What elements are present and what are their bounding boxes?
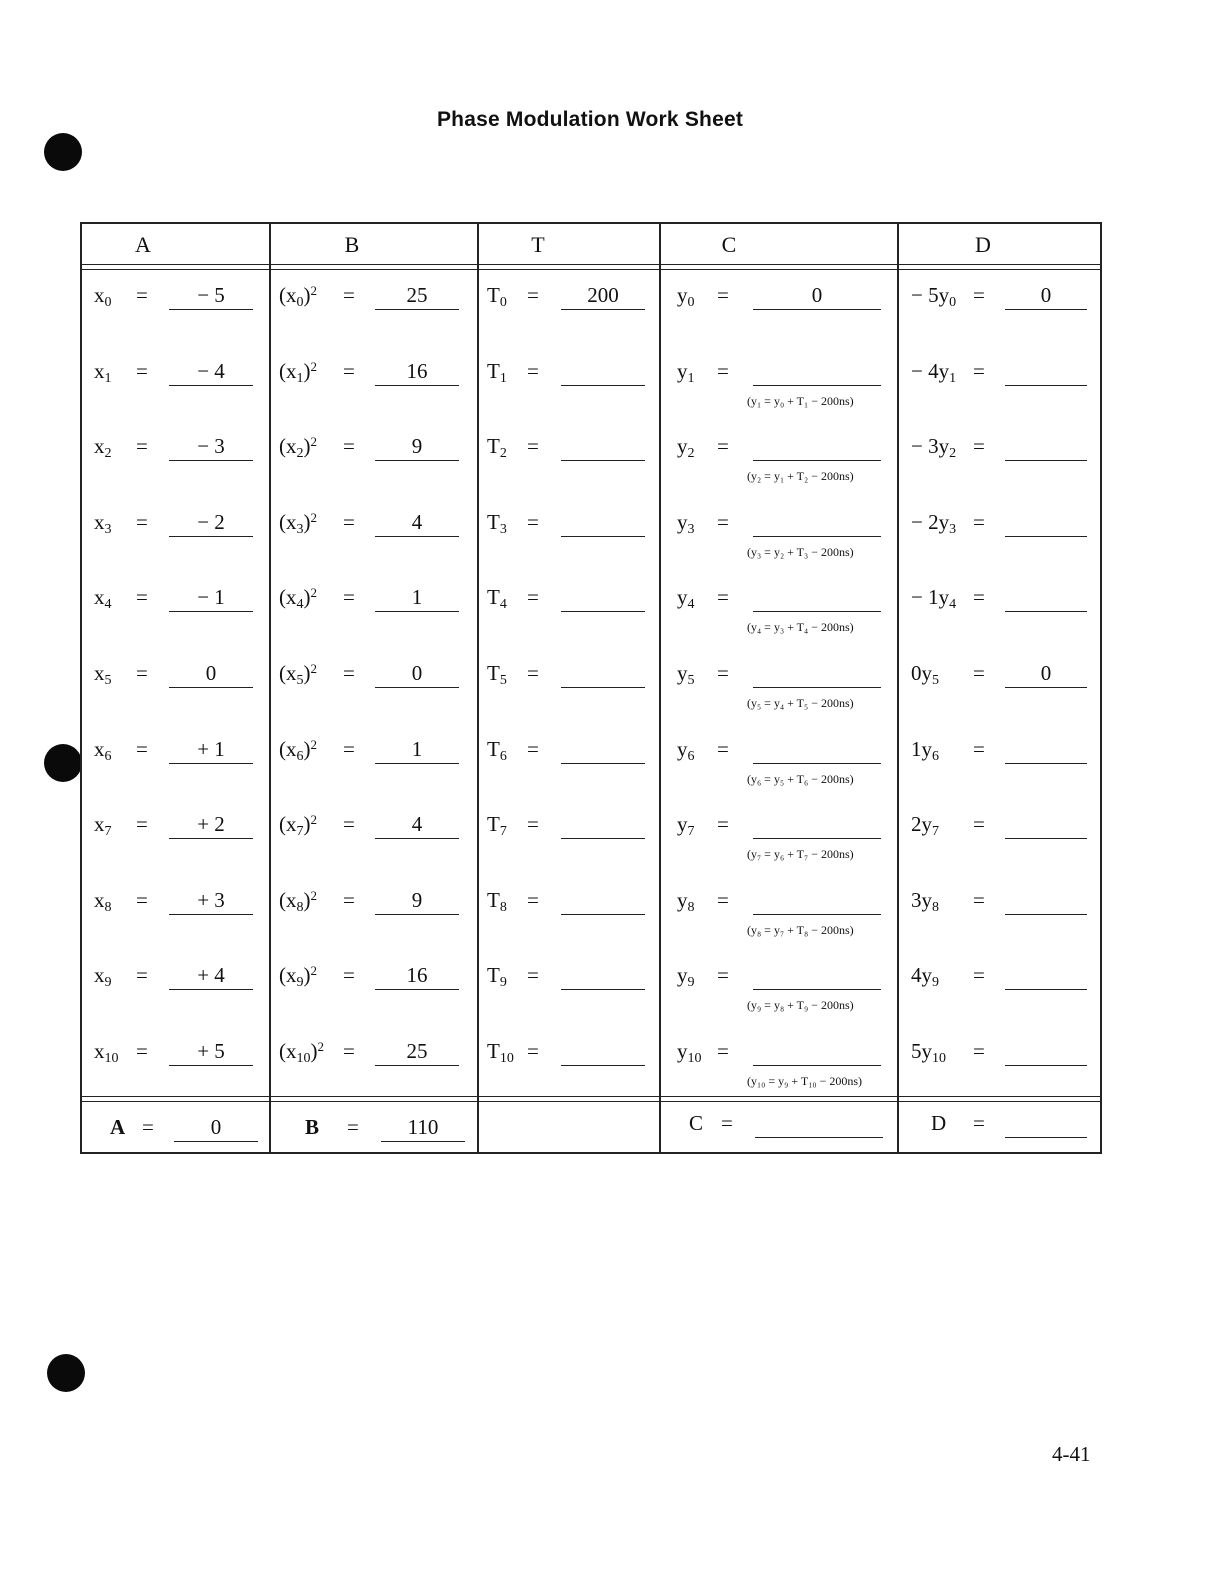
x-label: $x_6$ (94, 736, 112, 764)
c-value[interactable] (753, 961, 881, 990)
cell-a-row (82, 954, 269, 994)
a-value[interactable]: + 3 (169, 886, 253, 915)
d-label: − $3y_2$ (911, 434, 957, 462)
equals-sign: = (136, 963, 148, 988)
y-label: $y_{10}$ (677, 1039, 702, 1066)
equals-sign: = (717, 1039, 729, 1063)
cell-b-row (269, 879, 477, 919)
c-value[interactable] (753, 357, 881, 386)
equals-sign: = (973, 812, 985, 837)
cell-a-row (82, 350, 269, 390)
d-value[interactable]: 0 (1005, 281, 1087, 310)
cell-c-row (659, 1030, 897, 1088)
d-label: $5y_{10}$ (911, 1039, 946, 1066)
y-label: $y_5$ (677, 661, 695, 688)
equals-sign: = (136, 887, 148, 912)
b-value[interactable]: 1 (375, 735, 459, 764)
d-coefficient: − 4 (911, 358, 939, 383)
d-value[interactable] (1005, 810, 1087, 839)
equals-sign: = (717, 358, 729, 383)
y-label: $y_1$ (677, 358, 695, 386)
a-value[interactable]: − 1 (169, 583, 253, 612)
d-label: $2y_7$ (911, 812, 939, 840)
cell-b-row (269, 350, 477, 390)
equals-sign: = (343, 509, 355, 534)
a-value[interactable]: + 5 (169, 1037, 253, 1066)
c-value[interactable] (753, 659, 881, 688)
equals-sign: = (343, 358, 355, 383)
cell-b-row (269, 501, 477, 541)
page-number: 4-41 (1052, 1442, 1091, 1466)
equals-sign: = (973, 283, 985, 307)
c-formula: (y₂ = y₁ + T₂ − 200ns) (747, 469, 854, 484)
cell-d-row (897, 350, 1102, 390)
equals-sign: = (973, 661, 985, 685)
t-value[interactable] (561, 357, 645, 386)
cell-t-row (477, 728, 659, 768)
t-label: $T_6$ (487, 736, 507, 764)
b-value[interactable]: 25 (375, 281, 459, 310)
cell-a-row (82, 425, 269, 465)
t-label: $T_{10}$ (487, 1039, 514, 1066)
a-value[interactable]: + 1 (169, 735, 253, 764)
d-value[interactable] (1005, 1037, 1087, 1066)
cell-t-row (477, 576, 659, 616)
equals-sign: = (343, 661, 355, 685)
cell-b-row (269, 652, 477, 692)
x-label: $x_8$ (94, 887, 112, 915)
c-formula: (y₄ = y₃ + T₄ − 200ns) (747, 620, 854, 635)
cell-a-row (82, 728, 269, 768)
cell-d-row (897, 576, 1102, 616)
cell-d-row (897, 501, 1102, 541)
d-label: − $1y_4$ (911, 585, 957, 613)
c-formula: (y₈ = y₇ + T₈ − 200ns) (747, 922, 854, 937)
equals-sign: = (973, 1111, 985, 1135)
worksheet-table (80, 222, 1102, 1154)
c-formula: (y₁ = y₀ + T₁ − 200ns) (747, 393, 854, 408)
t-label: $T_2$ (487, 434, 507, 462)
equals-sign: = (527, 585, 539, 610)
equals-sign: = (973, 963, 985, 988)
total-d-value[interactable] (1005, 1109, 1087, 1138)
t-label: $T_9$ (487, 963, 507, 991)
b-value[interactable]: 1 (375, 583, 459, 612)
cell-a-row (82, 879, 269, 919)
equals-sign: = (136, 358, 148, 383)
x-label: $x_{10}$ (94, 1039, 119, 1066)
c-value[interactable] (753, 810, 881, 839)
equals-sign: = (527, 509, 539, 534)
equals-sign: = (973, 509, 985, 534)
a-value[interactable]: − 3 (169, 432, 253, 461)
equals-sign: = (527, 812, 539, 837)
binder-hole-top (44, 133, 82, 171)
t-value[interactable] (561, 508, 645, 537)
c-value[interactable] (753, 432, 881, 461)
equals-sign: = (136, 283, 148, 307)
equals-sign: = (717, 812, 729, 837)
equals-sign: = (717, 434, 729, 459)
d-coefficient: − 1 (911, 585, 939, 610)
c-value[interactable] (753, 583, 881, 612)
binder-hole-middle (44, 744, 82, 782)
equals-sign: = (527, 661, 539, 685)
cell-t-row (477, 501, 659, 541)
y-label: $y_0$ (677, 283, 695, 310)
total-d (897, 1102, 1102, 1142)
equals-sign: = (136, 585, 148, 610)
d-coefficient: − 5 (911, 283, 939, 307)
d-label: $3y_8$ (911, 887, 939, 915)
header-a: A (135, 232, 151, 257)
x-label: $x_2$ (94, 434, 112, 462)
x-squared-label: $(x_1)^2$ (279, 358, 317, 386)
t-label: $T_5$ (487, 661, 507, 688)
cell-t-row (477, 350, 659, 390)
cell-t-row (477, 1030, 659, 1070)
page-title: Phase Modulation Work Sheet (436, 108, 744, 131)
equals-sign: = (343, 1039, 355, 1063)
d-value[interactable] (1005, 432, 1087, 461)
x-squared-label: $(x_9)^2$ (279, 963, 317, 991)
x-squared-label: $(x_7)^2$ (279, 812, 317, 840)
x-label: $x_7$ (94, 812, 112, 840)
d-label: $1y_6$ (911, 736, 939, 764)
d-coefficient: − 2 (911, 509, 939, 534)
equals-sign: = (136, 736, 148, 761)
cell-a-row (82, 652, 269, 692)
equals-sign: = (973, 434, 985, 459)
d-coefficient: 0 (911, 661, 922, 685)
x-squared-label: $(x_3)^2$ (279, 509, 317, 537)
d-value[interactable] (1005, 735, 1087, 764)
d-value[interactable] (1005, 357, 1087, 386)
d-coefficient: 4 (911, 963, 922, 988)
x-squared-label: $(x_5)^2$ (279, 661, 317, 688)
total-a-value[interactable]: 0 (174, 1113, 258, 1142)
cell-c-row (659, 576, 897, 635)
cell-c-row (659, 954, 897, 1013)
cell-t-row (477, 652, 659, 692)
equals-sign: = (973, 887, 985, 912)
d-value[interactable] (1005, 583, 1087, 612)
cell-d-row (897, 652, 1102, 692)
y-label: $y_6$ (677, 736, 695, 764)
c-formula: (y₇ = y₆ + T₇ − 200ns) (747, 847, 854, 862)
binder-hole-bottom (47, 1354, 85, 1392)
a-value[interactable]: + 4 (169, 961, 253, 990)
equals-sign: = (343, 434, 355, 459)
a-value[interactable]: − 4 (169, 357, 253, 386)
d-coefficient: 5 (911, 1039, 922, 1063)
x-squared-label: $(x_8)^2$ (279, 887, 317, 915)
total-d-label: D (931, 1111, 947, 1135)
d-label: − $2y_3$ (911, 509, 957, 537)
c-formula: (y₆ = y₅ + T₆ − 200ns) (747, 771, 854, 786)
d-coefficient: 3 (911, 887, 922, 912)
total-c-value[interactable] (755, 1109, 883, 1138)
t-value[interactable] (561, 659, 645, 688)
b-value[interactable]: 4 (375, 508, 459, 537)
c-value[interactable] (753, 735, 881, 764)
equals-sign: = (136, 1039, 148, 1063)
equals-sign: = (136, 812, 148, 837)
equals-sign: = (136, 661, 148, 685)
t-value[interactable]: 200 (561, 281, 645, 310)
equals-sign: = (343, 736, 355, 761)
b-value[interactable]: 25 (375, 1037, 459, 1066)
equals-sign: = (343, 812, 355, 837)
t-label: $T_4$ (487, 585, 507, 613)
d-coefficient: − 3 (911, 434, 939, 459)
c-value[interactable] (753, 1037, 881, 1066)
x-squared-label: $(x_6)^2$ (279, 736, 317, 764)
d-value[interactable] (1005, 508, 1087, 537)
equals-sign: = (347, 1115, 359, 1139)
total-b-label: B (305, 1115, 320, 1139)
cell-b-row (269, 1030, 477, 1070)
y-label: $y_8$ (677, 887, 695, 915)
t-value[interactable] (561, 583, 645, 612)
equals-sign: = (721, 1111, 733, 1135)
d-label: − $5y_0$ (911, 283, 957, 310)
cell-c-row (659, 803, 897, 862)
equals-sign: = (343, 963, 355, 988)
x-squared-label: $(x_0)^2$ (279, 283, 317, 310)
c-value[interactable]: 0 (753, 281, 881, 310)
total-b-value[interactable]: 110 (381, 1113, 465, 1142)
header-d: D (975, 232, 991, 257)
d-value[interactable]: 0 (1005, 659, 1087, 688)
cell-d-row (897, 803, 1102, 843)
equals-sign: = (527, 736, 539, 761)
x-squared-label: $(x_4)^2$ (279, 585, 317, 613)
t-value[interactable] (561, 810, 645, 839)
cell-b-row (269, 803, 477, 843)
cell-t-row (477, 425, 659, 465)
cell-a-row (82, 803, 269, 843)
b-value[interactable]: 16 (375, 961, 459, 990)
cell-d-row (897, 274, 1102, 314)
equals-sign: = (527, 283, 539, 307)
c-formula: (y₉ = y₈ + T₉ − 200ns) (747, 998, 854, 1013)
equals-sign: = (717, 963, 729, 988)
x-label: $x_5$ (94, 661, 112, 688)
y-label: $y_9$ (677, 963, 695, 991)
equals-sign: = (527, 887, 539, 912)
y-label: $y_7$ (677, 812, 695, 840)
t-label: $T_8$ (487, 887, 507, 915)
x-label: $x_3$ (94, 509, 112, 537)
t-value[interactable] (561, 432, 645, 461)
cell-b-row (269, 576, 477, 616)
cell-t-row (477, 274, 659, 314)
x-label: $x_1$ (94, 358, 112, 386)
cell-b-row (269, 425, 477, 465)
total-b (269, 1106, 477, 1146)
equals-sign: = (973, 585, 985, 610)
b-value[interactable]: 9 (375, 432, 459, 461)
equals-sign: = (973, 1039, 985, 1063)
t-label: $T_7$ (487, 812, 507, 840)
cell-c-row (659, 879, 897, 937)
d-value[interactable] (1005, 961, 1087, 990)
y-label: $y_4$ (677, 585, 695, 613)
equals-sign: = (527, 434, 539, 459)
cell-b-row (269, 954, 477, 994)
cell-c-row (659, 350, 897, 408)
x-squared-label: $(x_2)^2$ (279, 434, 317, 462)
equals-sign: = (717, 283, 729, 307)
a-value[interactable]: − 2 (169, 508, 253, 537)
x-label: $x_0$ (94, 283, 112, 310)
a-value[interactable]: − 5 (169, 281, 253, 310)
equals-sign: = (717, 887, 729, 912)
t-label: $T_0$ (487, 283, 507, 310)
equals-sign: = (136, 509, 148, 534)
cell-b-row (269, 728, 477, 768)
x-squared-label: $(x_{10})^2$ (279, 1039, 324, 1066)
header-c: C (721, 232, 737, 257)
d-value[interactable] (1005, 886, 1087, 915)
t-value[interactable] (561, 886, 645, 915)
equals-sign: = (343, 283, 355, 307)
equals-sign: = (343, 887, 355, 912)
y-label: $y_3$ (677, 509, 695, 537)
d-coefficient: 2 (911, 812, 922, 837)
cell-b-row (269, 274, 477, 314)
b-value[interactable]: 0 (375, 659, 459, 688)
cell-a-row (82, 576, 269, 616)
a-value[interactable]: 0 (169, 659, 253, 688)
cell-d-row (897, 1030, 1102, 1070)
cell-c-row (659, 652, 897, 710)
cell-t-row (477, 879, 659, 919)
cell-c-row (659, 501, 897, 559)
total-c-label: C (689, 1111, 704, 1135)
t-value[interactable] (561, 961, 645, 990)
c-formula: (y₅ = y₄ + T₅ − 200ns) (747, 696, 854, 710)
cell-c-row (659, 425, 897, 484)
equals-sign: = (973, 358, 985, 383)
cell-t-row (477, 803, 659, 843)
d-label: $0y_5$ (911, 661, 939, 688)
cell-a-row (82, 1030, 269, 1070)
total-c (659, 1102, 897, 1142)
cell-c-row (659, 274, 897, 314)
y-label: $y_2$ (677, 434, 695, 462)
t-label: $T_1$ (487, 358, 507, 386)
header-b: B (344, 232, 360, 257)
equals-sign: = (717, 661, 729, 685)
equals-sign: = (717, 736, 729, 761)
cell-d-row (897, 728, 1102, 768)
cell-d-row (897, 954, 1102, 994)
x-label: $x_4$ (94, 585, 112, 613)
c-value[interactable] (753, 508, 881, 537)
t-value[interactable] (561, 735, 645, 764)
b-value[interactable]: 9 (375, 886, 459, 915)
cell-a-row (82, 501, 269, 541)
c-formula: (y₁₀ = y₉ + T₁₀ − 200ns) (747, 1074, 862, 1088)
equals-sign: = (136, 434, 148, 459)
header-t: T (531, 232, 545, 257)
t-label: $T_3$ (487, 509, 507, 537)
d-label: − $4y_1$ (911, 358, 957, 386)
b-value[interactable]: 4 (375, 810, 459, 839)
equals-sign: = (527, 963, 539, 988)
cell-t-row (477, 954, 659, 994)
cell-c-row (659, 728, 897, 786)
header-divider (82, 264, 1100, 270)
equals-sign: = (717, 585, 729, 610)
cell-a-row (82, 274, 269, 314)
total-a (82, 1106, 269, 1146)
equals-sign: = (717, 509, 729, 534)
cell-d-row (897, 879, 1102, 919)
equals-sign: = (527, 1039, 539, 1063)
equals-sign: = (527, 358, 539, 383)
a-value[interactable]: + 2 (169, 810, 253, 839)
equals-sign: = (343, 585, 355, 610)
cell-d-row (897, 425, 1102, 465)
total-a-label: A (110, 1115, 126, 1139)
c-value[interactable] (753, 886, 881, 915)
equals-sign: = (973, 736, 985, 761)
d-coefficient: 1 (911, 736, 922, 761)
t-value[interactable] (561, 1037, 645, 1066)
x-label: $x_9$ (94, 963, 112, 991)
b-value[interactable]: 16 (375, 357, 459, 386)
equals-sign: = (142, 1115, 154, 1139)
c-formula: (y₃ = y₂ + T₃ − 200ns) (747, 544, 854, 559)
d-label: $4y_9$ (911, 963, 939, 991)
